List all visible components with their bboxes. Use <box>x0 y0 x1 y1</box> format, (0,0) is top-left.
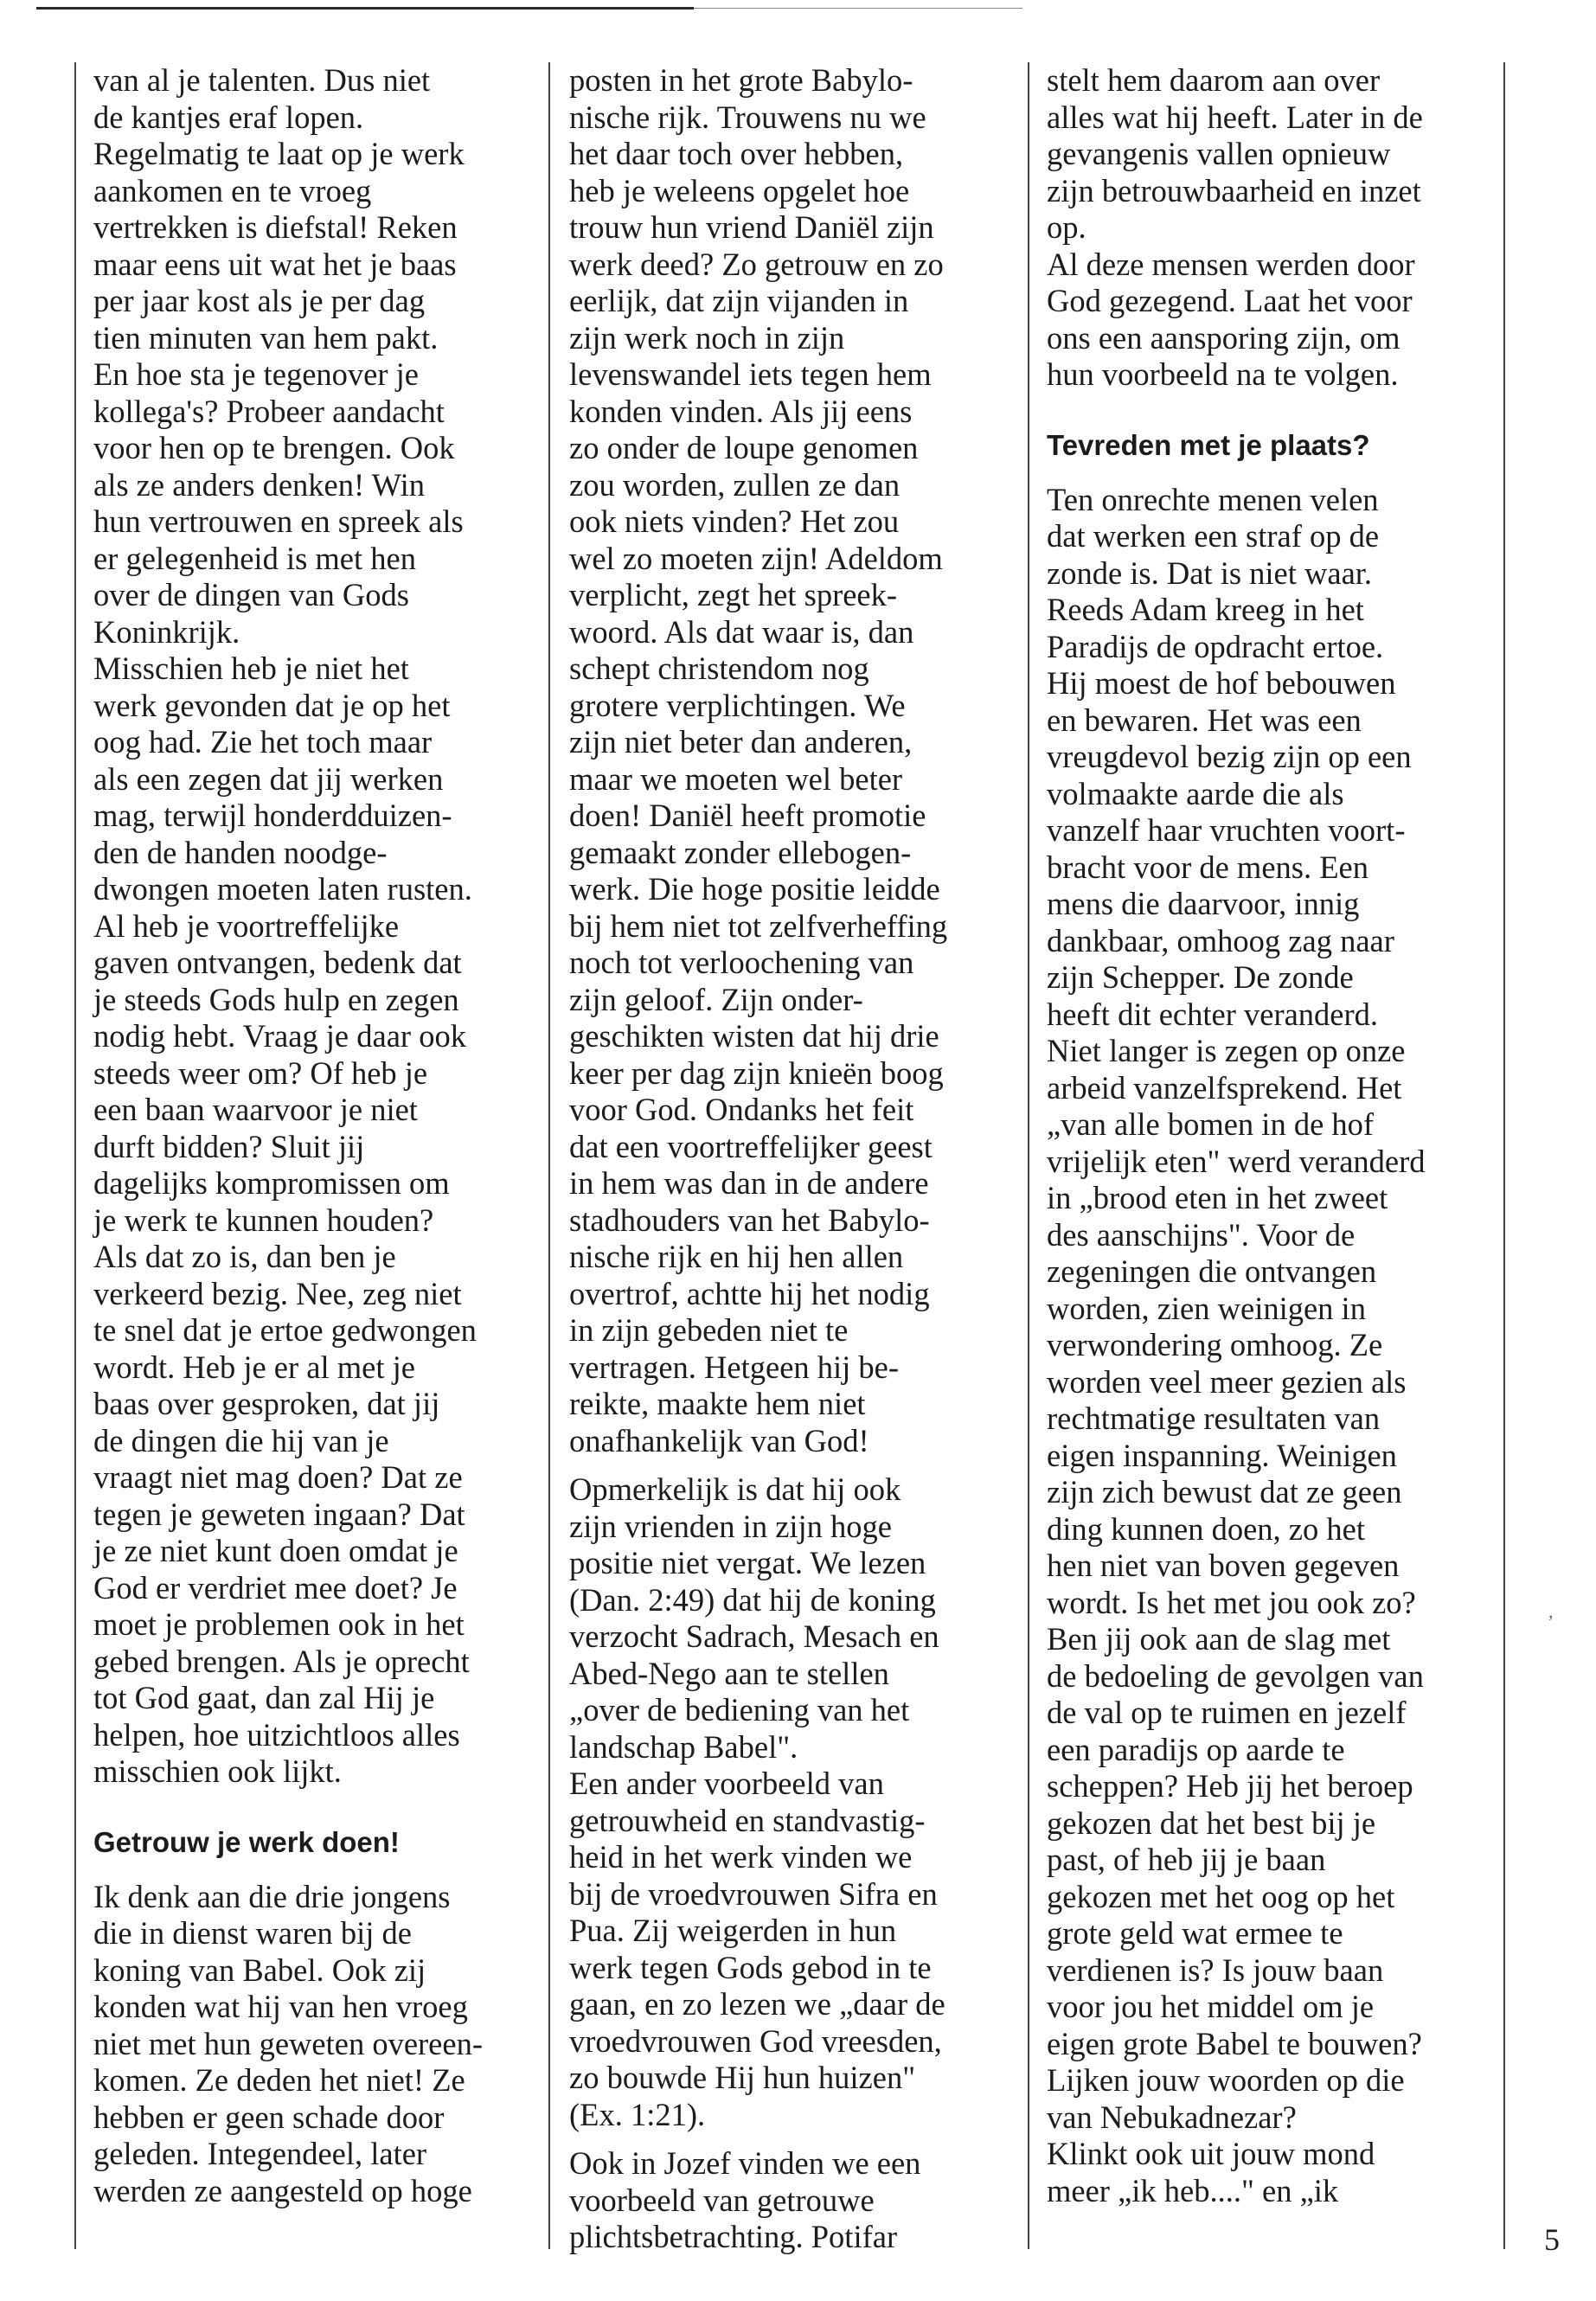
text-line: verkeerd bezig. Nee, zeg niet <box>93 1275 462 1311</box>
text-line: het daar toch over hebben, <box>569 136 904 171</box>
text-line: vertragen. Hetgeen hij be- <box>569 1349 900 1385</box>
text-line: Pua. Zij weigerden in hun <box>569 1913 897 1948</box>
text-line: Ik denk aan die drie jongens <box>93 1878 451 1914</box>
text-line: hun vertrouwen en spreek als <box>93 503 464 539</box>
text-line: schept christendom nog <box>569 651 869 686</box>
text-line: verdienen is? Is jouw baan <box>1047 1952 1384 1988</box>
text-line: een paradijs op aarde te <box>1047 1731 1345 1767</box>
text-line: Klinkt ook uit jouw mond <box>1047 2136 1375 2171</box>
text-line: Als dat zo is, dan ben je <box>93 1239 396 1274</box>
text-line: hen niet van boven gegeven <box>1047 1548 1400 1583</box>
text-line: God gezegend. Laat het voor <box>1047 283 1413 318</box>
text-line: in hem was dan in de andere <box>569 1165 929 1201</box>
text-line: dagelijks kompromissen om <box>93 1165 450 1201</box>
page-number: 5 <box>1544 2222 1560 2257</box>
text-line: grotere verplichtingen. We <box>569 687 906 723</box>
text-line: over de dingen van Gods <box>93 577 409 612</box>
text-line: Opmerkelijk is dat hij ook <box>569 1471 901 1507</box>
margin-mark: , <box>1548 1600 1554 1622</box>
text-line: de kantjes eraf lopen. <box>93 99 364 135</box>
text-line: worden, zien weinigen in <box>1047 1290 1366 1326</box>
text-line: hebben er geen schade door <box>93 2099 445 2135</box>
text-line: (Ex. 1:21). <box>569 2096 706 2132</box>
paragraph <box>569 1471 1023 2133</box>
text-line: hun voorbeeld na te volgen. <box>1047 356 1399 392</box>
text-line: Koninkrijk. <box>93 613 240 650</box>
top-rule-thin <box>694 8 1022 9</box>
text-line: „over de bediening van het <box>569 1692 910 1727</box>
text-line: dat een voortreffelijker geest <box>569 1128 933 1164</box>
text-line: verplicht, zegt het spreek- <box>569 577 898 612</box>
text-line: overtrof, achtte hij het nodig <box>569 1275 930 1311</box>
text-line: levenswandel iets tegen hem <box>569 356 932 392</box>
text-line: gaan, en zo lezen we „daar de <box>569 1986 945 2022</box>
text-line: grote geld wat ermee te <box>1047 1915 1343 1951</box>
column-1 <box>93 62 543 2209</box>
text-line: voorbeeld van getrouwe <box>569 2182 875 2218</box>
text-line: niet met hun geweten overeen- <box>93 2025 483 2061</box>
text-line: te snel dat je ertoe gedwongen <box>93 1312 477 1348</box>
text-line: zegeningen die ontvangen <box>1047 1253 1377 1289</box>
text-line: noch tot verloochening van <box>569 945 914 980</box>
text-line: Al deze mensen werden door <box>1047 246 1415 282</box>
text-line: op. <box>1047 209 1086 245</box>
text-line: ook niets vinden? Het zou <box>569 503 900 539</box>
text-line: bracht voor de mens. Een <box>1047 849 1368 885</box>
text-line: zo onder de loupe genomen <box>569 430 919 465</box>
text-line: verzocht Sadrach, Mesach en <box>569 1618 939 1654</box>
text-line: zijn vrienden in zijn hoge <box>569 1508 893 1544</box>
text-line: plichtsbetrachting. Potifar <box>569 2219 898 2254</box>
text-line: misschien ook lijkt. <box>93 1753 342 1789</box>
text-line: Niet langer is zegen op onze <box>1047 1033 1406 1068</box>
text-line: werk gevonden dat je op het <box>93 687 451 723</box>
text-line: als een zegen dat jij werken <box>93 760 444 797</box>
text-line: positie niet vergat. We lezen <box>569 1545 926 1580</box>
text-line: gekozen met het oog op het <box>1047 1878 1395 1914</box>
text-line: Regelmatig te laat op je werk <box>93 136 465 171</box>
text-line: konden vinden. Als jij eens <box>569 393 913 429</box>
text-line: werk deed? Zo getrouw en zo <box>569 246 944 282</box>
text-line: reikte, maakte hem niet <box>569 1386 866 1421</box>
text-line: dankbaar, omhoog zag naar <box>1047 922 1394 958</box>
text-line: voor God. Ondanks het feit <box>569 1092 914 1127</box>
text-line: volmaakte aarde die als <box>1047 775 1344 811</box>
text-line: getrouwheid en standvastig- <box>569 1802 926 1838</box>
text-line: de dingen die hij van je <box>93 1422 389 1458</box>
text-line: keer per dag zijn knieën boog <box>569 1054 944 1091</box>
section-heading: Getrouw je werk doen! <box>93 1825 400 1858</box>
text-line: helpen, hoe uitzichtloos alles <box>93 1716 460 1753</box>
text-line: je ze niet kunt doen omdat je <box>93 1533 458 1568</box>
text-line: nische rijk. Trouwens nu we <box>569 99 926 135</box>
text-line: dat werken een straf op de <box>1047 518 1380 554</box>
text-line: Abed-Nego aan te stellen <box>569 1655 889 1691</box>
text-line: voor jou het middel om je <box>1047 1989 1375 2024</box>
text-line: je werk te kunnen houden? <box>93 1202 434 1238</box>
text-line: een baan waarvoor je niet <box>93 1092 418 1127</box>
text-line: verwondering omhoog. Ze <box>1047 1327 1383 1362</box>
text-line: past, of heb jij je baan <box>1047 1842 1326 1877</box>
column-2 <box>569 62 1023 2256</box>
text-line: „van alle bomen in de hof <box>1047 1106 1375 1142</box>
text-line: nodig hebt. Vraag je daar ook <box>93 1018 466 1054</box>
text-line: steeds weer om? Of heb je <box>93 1054 428 1091</box>
text-line: gekozen dat het best bij je <box>1047 1804 1376 1841</box>
text-line: baas over gesproken, dat jij <box>93 1386 440 1421</box>
text-line: rechtmatige resultaten van <box>1047 1400 1381 1436</box>
text-line: Een ander voorbeeld van <box>569 1766 884 1801</box>
text-line: tien minuten van hem pakt. <box>93 319 439 356</box>
text-line: heb je weleens opgelet hoe <box>569 172 910 208</box>
text-line: tegen je geweten ingaan? Dat <box>93 1496 465 1532</box>
text-line: wel zo moeten zijn! Adeldom <box>569 540 943 576</box>
text-line: gaven ontvangen, bedenk dat <box>93 945 462 980</box>
text-line: alles wat hij heeft. Later in de <box>1047 99 1423 135</box>
text-line: oog had. Zie het toch maar <box>93 724 433 760</box>
text-line: maar eens uit wat het je baas <box>93 246 457 282</box>
text-line: trouw hun vriend Daniël zijn <box>569 209 934 245</box>
text-line: zonde is. Dat is niet waar. <box>1047 554 1373 591</box>
text-line: Ben jij ook aan de slag met <box>1047 1621 1391 1657</box>
paragraph <box>569 2145 1023 2256</box>
section-heading: Tevreden met je plaats? <box>1047 428 1370 461</box>
text-line: maar we moeten wel beter <box>569 760 903 797</box>
text-line: werk tegen Gods gebod in te <box>569 1949 932 1985</box>
text-line: den de handen noodge- <box>93 834 388 870</box>
text-line: mag, terwijl honderdduizen- <box>93 798 452 833</box>
text-line: heid in het werk vinden we <box>569 1839 913 1875</box>
text-line: onafhankelijk van God! <box>569 1422 869 1458</box>
text-line: zijn geloof. Zijn onder- <box>569 981 863 1017</box>
text-line: geleden. Integendeel, later <box>93 2136 427 2171</box>
text-line: van al je talenten. Dus niet <box>93 62 431 98</box>
text-line: vanzelf haar vruchten voort- <box>1047 812 1406 848</box>
text-line: je steeds Gods hulp en zegen <box>93 981 459 1017</box>
text-line: komen. Ze deden het niet! Ze <box>93 2062 465 2098</box>
text-line: geschikten wisten dat hij drie <box>569 1018 939 1054</box>
text-line: worden veel meer gezien als <box>1047 1363 1407 1400</box>
text-line: (Dan. 2:49) dat hij de koning <box>569 1581 936 1618</box>
text-line: En hoe sta je tegenover je <box>93 356 419 392</box>
text-line: Misschien heb je niet het <box>93 651 409 686</box>
text-line: gemaakt zonder ellebogen- <box>569 834 912 870</box>
text-line: Hij moest de hof bebouwen <box>1047 665 1396 701</box>
text-line: zijn werk noch in zijn <box>569 319 845 356</box>
text-line: zo bouwde Hij hun huizen" <box>569 2060 916 2095</box>
text-line: zijn zich bewust dat ze geen <box>1047 1474 1402 1509</box>
text-line: aankomen en te vroeg <box>93 172 372 208</box>
text-line: werden ze aangesteld op hoge <box>93 2172 472 2208</box>
text-line: Lijken jouw woorden op die <box>1047 2062 1405 2098</box>
text-line: bij hem niet tot zelfverheffing <box>569 907 948 944</box>
text-line: als ze anders denken! Win <box>93 466 425 503</box>
text-line: die in dienst waren bij de <box>93 1915 412 1951</box>
text-line: ons een aansporing zijn, om <box>1047 319 1401 356</box>
text-line: dwongen moeten laten rusten. <box>93 871 472 907</box>
text-line: en bewaren. Het was een <box>1047 702 1362 738</box>
text-line: wordt. Is het met jou ook zo? <box>1047 1584 1416 1620</box>
text-line: stadhouders van het Babylo- <box>569 1202 930 1238</box>
text-line: kollega's? Probeer aandacht <box>93 393 445 429</box>
text-line: zou worden, zullen ze dan <box>569 466 901 503</box>
text-line: gebed brengen. Als je oprecht <box>93 1643 470 1679</box>
text-line: de bedoeling de gevolgen van <box>1047 1657 1424 1694</box>
text-line: Ook in Jozef vinden we een <box>569 2145 921 2181</box>
text-line: eigen grote Babel te bouwen? <box>1047 2025 1422 2061</box>
text-line: in zijn gebeden niet te <box>569 1312 849 1348</box>
text-line: nische rijk en hij hen allen <box>569 1239 904 1274</box>
text-line: er gelegenheid is met hen <box>93 540 416 576</box>
text-line: konden wat hij van hen vroeg <box>93 1989 468 2024</box>
text-line: woord. Als dat waar is, dan <box>569 613 914 650</box>
paragraph <box>93 62 543 1791</box>
text-line: tot God gaat, dan zal Hij je <box>93 1680 435 1715</box>
text-line: Paradijs de opdracht ertoe. <box>1047 628 1384 664</box>
paragraph <box>93 1879 543 2210</box>
text-line: doen! Daniël heeft promotie <box>569 798 926 833</box>
paragraph <box>1047 482 1501 2210</box>
text-line: Ten onrechte menen velen <box>1047 481 1379 517</box>
text-line: zijn niet beter dan anderen, <box>569 724 913 760</box>
text-line: God er verdriet mee doet? Je <box>93 1569 458 1606</box>
text-line: in „brood eten in het zweet <box>1047 1180 1388 1215</box>
column-3 <box>1047 62 1501 2209</box>
text-line: Reeds Adam kreeg in het <box>1047 592 1364 627</box>
text-line: vrijelijk eten" werd veranderd <box>1047 1143 1426 1179</box>
text-line: voor hen op te brengen. Ook <box>93 430 455 465</box>
text-line: ding kunnen doen, zo het <box>1047 1510 1365 1547</box>
column-rule-middle-left <box>548 62 550 2249</box>
text-line: vroedvrouwen God vreesden, <box>569 2022 942 2059</box>
top-rule <box>36 7 694 10</box>
text-line: moet je problemen ook in het <box>93 1606 465 1642</box>
text-line: mens die daarvoor, innig <box>1047 886 1360 921</box>
paragraph <box>1047 62 1501 394</box>
column-rule-middle-right <box>1028 62 1029 2249</box>
text-line: vraagt niet mag doen? Dat ze <box>93 1459 463 1495</box>
text-line: werk. Die hoge positie leidde <box>569 871 940 907</box>
text-line: koning van Babel. Ook zij <box>93 1952 426 1988</box>
text-line: eerlijk, dat zijn vijanden in <box>569 283 909 318</box>
text-line: Al heb je voortreffelijke <box>93 907 400 944</box>
text-line: posten in het grote Babylo- <box>569 62 913 98</box>
text-line: bij de vroedvrouwen Sifra en <box>569 1875 938 1912</box>
text-line: van Nebukadnezar? <box>1047 2099 1297 2135</box>
column-rule-right <box>1503 62 1505 2249</box>
text-line: landschap Babel". <box>569 1728 798 1765</box>
text-line: zijn betrouwbaarheid en inzet <box>1047 172 1421 208</box>
text-line: meer „ik heb...." en „ik <box>1047 2172 1339 2208</box>
text-line: zijn Schepper. De zonde <box>1047 959 1354 995</box>
text-line: wordt. Heb je er al met je <box>93 1349 415 1385</box>
text-line: stelt hem daarom aan over <box>1047 62 1381 98</box>
text-line: durft bidden? Sluit jij <box>93 1128 365 1164</box>
text-line: per jaar kost als je per dag <box>93 283 426 318</box>
text-line: des aanschijns". Voor de <box>1047 1216 1356 1253</box>
text-line: gevangenis vallen opnieuw <box>1047 136 1391 171</box>
text-line: scheppen? Heb jij het beroep <box>1047 1768 1413 1804</box>
text-line: eigen inspanning. Weinigen <box>1047 1437 1397 1473</box>
text-line: vreugdevol bezig zijn op een <box>1047 739 1412 774</box>
paragraph <box>569 62 1023 1459</box>
text-line: vertrekken is diefstal! Reken <box>93 209 458 245</box>
text-line: de val op te ruimen en jezelf <box>1047 1695 1407 1730</box>
text-line: arbeid vanzelfsprekend. Het <box>1047 1069 1402 1106</box>
column-rule-left <box>74 62 76 2249</box>
text-line: heeft dit echter veranderd. <box>1047 996 1379 1032</box>
